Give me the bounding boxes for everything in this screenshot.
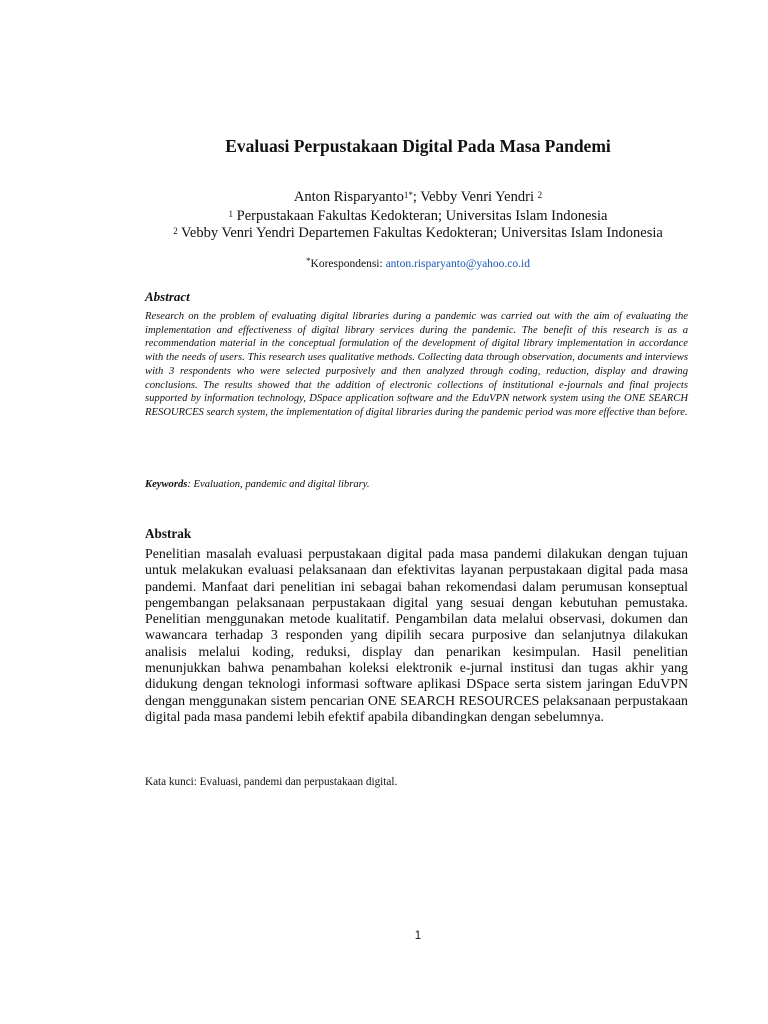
- abstract-heading: Abstract: [145, 289, 190, 304]
- paper-title: Evaluasi Perpustakaan Digital Pada Masa Pandemi: [225, 136, 611, 156]
- author-separator: ;: [412, 189, 421, 205]
- page-number: 1: [414, 930, 422, 942]
- author-line: [0, 189, 768, 206]
- abstrak-body: Penelitian masalah evaluasi perpustakaan digital pada masa pandemi dilakukan dengan tujuan untuk melakukan evaluasi pelaksanaan dan efektivitas layanan perpustakaan digital pada masa pandemi. Manfaat dari penelitian ini sebagai bahan rekomendasi dalam perumusan konseptual pengembangan pelaksanaan perpustakaan digital yang sesuai dengan kebutuhan pemustaka. Penelitian menggunakan metode kualitatif. Pengambilan data melalui observasi, dokumen dan wawancara terhadap 3 responden yang dipilih secara purposive dan selanjutnya dilakukan analisis melalui koding, reduksi, display dan penarikan kesimpulan. Hasil penelitian menunjukkan bahwa penambahan koleksi elektronik e-jurnal institusi dan tugas akhir yang didukung dengan teknologi informasi software aplikasi DSpace serta sistem jaringan EduVPN dengan menggunakan sistem pencarian ONE SEARCH RESOURCES pelaksanaan perpustakaan digital pada masa pandemi lebih efektif apabila dibandingkan dengan sebelumnya.: [145, 547, 688, 725]
- author-1-superscript: 1*: [403, 190, 413, 200]
- abstrak-heading: Abstrak: [145, 526, 192, 541]
- author-2-name: Vebby Venri Yendri: [420, 189, 538, 205]
- abstract-body: Research on the problem of evaluating digital libraries during a pandemic was carried out with the aim of evaluating the implementation and effectiveness of digital library services during the pandemic. The benefit of this research is as a recommendation material in the conceptual formulation of the development of digital library implementation in accordance with the needs of users. This research uses qualitative methods. Collecting data through observation, documents and interviews with 3 respondents who were selected purposively and then analyzed through coding, reduction, display and drawing conclusions. The results showed that the addition of electronic collections of institutional e-journals and final projects supported by information technology, DSpace application software and the EduVPN network system using the ONE SEARCH RESOURCES search system, the implementation of digital libraries during the pandemic period was more effective than before.: [145, 311, 688, 418]
- keywords-en-text: : Evaluation, pandemic and digital library.: [187, 479, 370, 490]
- affiliation-1: [0, 208, 768, 225]
- correspondence-line: [0, 258, 768, 270]
- author-2-superscript: 2: [537, 190, 543, 200]
- correspondence-email-link[interactable]: anton.risparyanto@yahoo.co.id: [385, 258, 530, 270]
- keywords-en: [145, 479, 688, 490]
- affiliation-2-text: Vebby Venri Yendri Departemen Fakultas Kedokteran; Universitas Islam Indonesia: [177, 225, 663, 241]
- affiliation-2: [0, 225, 768, 242]
- affiliation-2-superscript: 2: [173, 226, 178, 236]
- affiliation-1-superscript: 1: [228, 209, 233, 219]
- author-1-name: Anton Risparyanto: [293, 189, 404, 205]
- affiliation-1-text: Perpustakaan Fakultas Kedokteran; Universitas Islam Indonesia: [233, 208, 608, 224]
- keywords-en-label: Keywords: [145, 479, 188, 490]
- correspondence-label: Korespondensi:: [310, 258, 386, 270]
- correspondence-superscript: *: [306, 256, 311, 266]
- keywords-id: Kata kunci: Evaluasi, pandemi dan perpustakaan digital.: [145, 776, 398, 788]
